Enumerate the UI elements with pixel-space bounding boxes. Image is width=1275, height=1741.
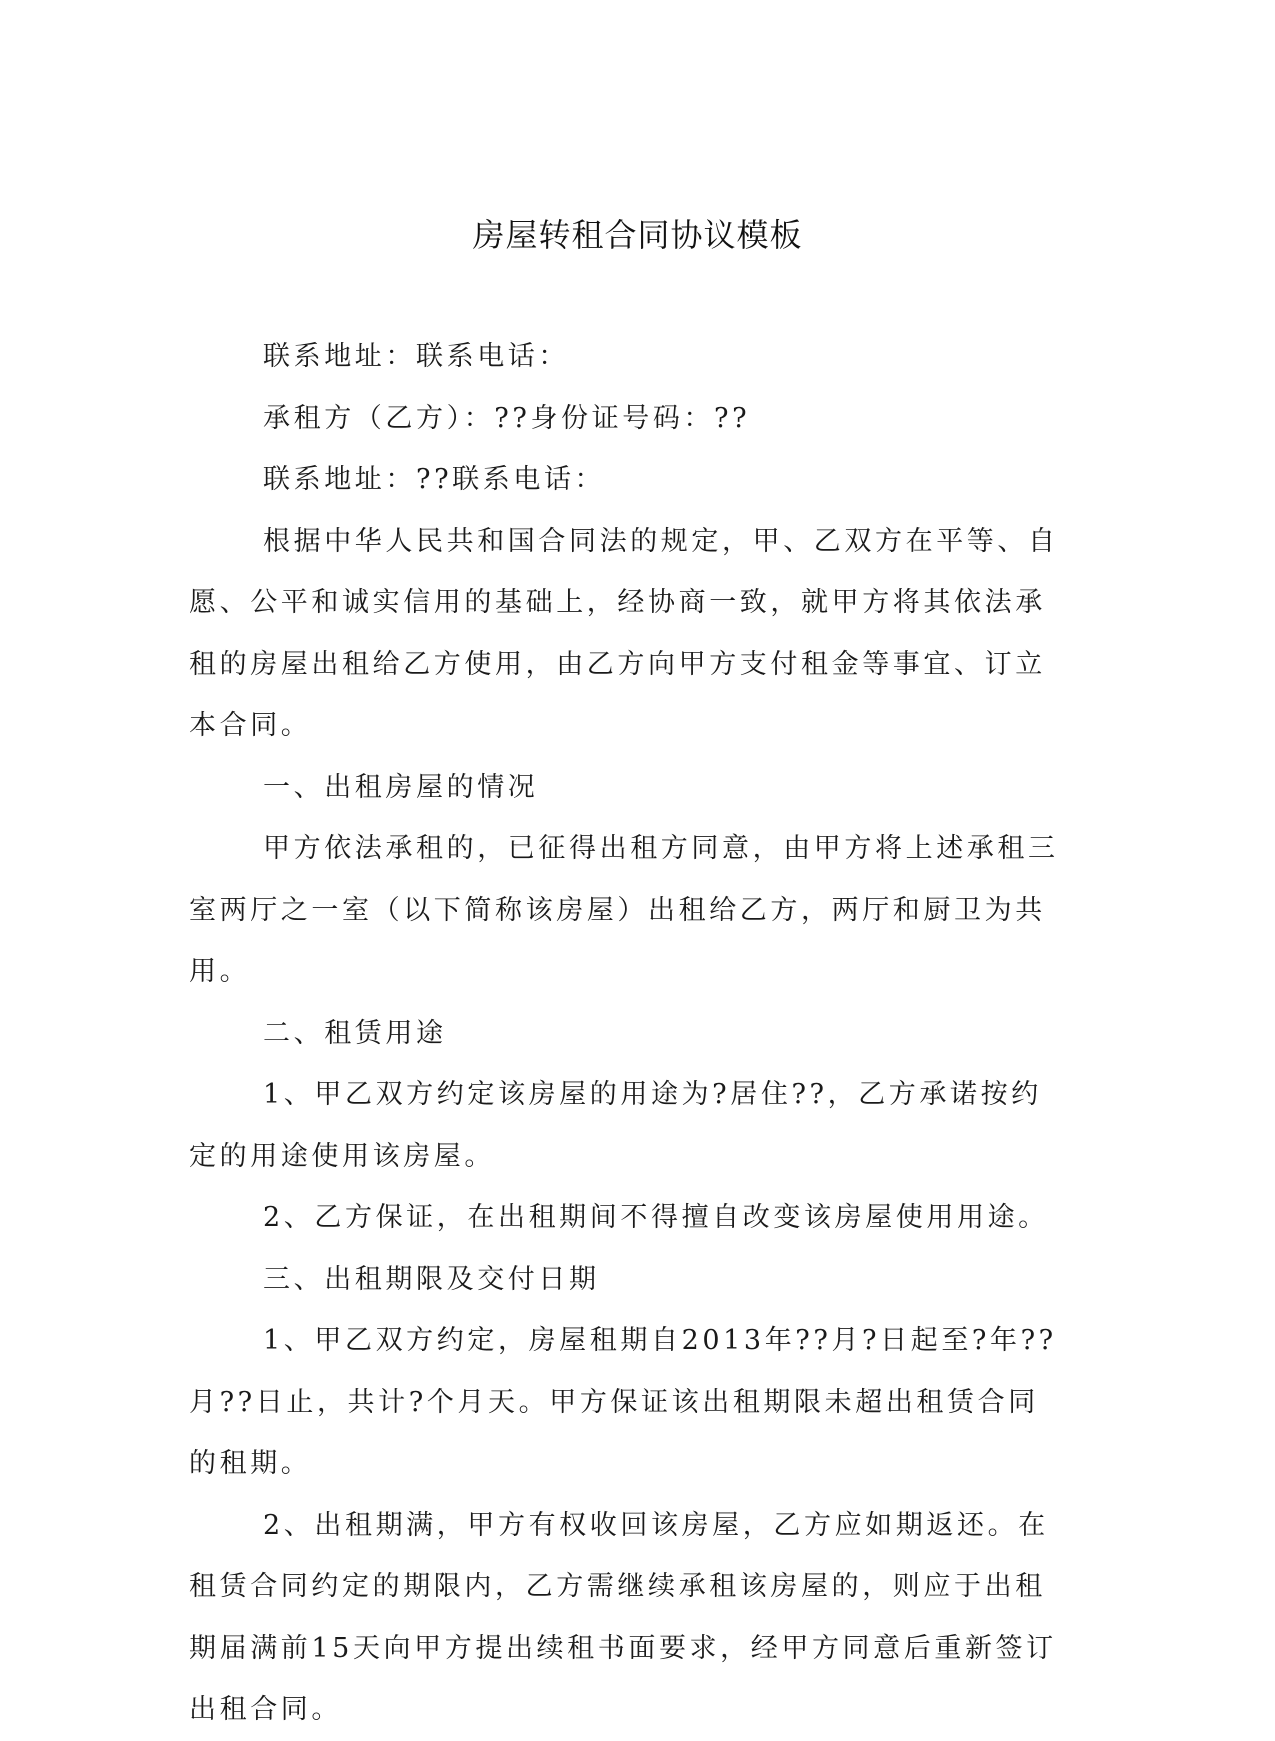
section-heading-2: 二、租赁用途: [263, 1017, 447, 1049]
contact-address-line-party-b: 联系地址：??联系电话：: [263, 464, 606, 495]
document-title: 房屋转租合同协议模板: [472, 216, 803, 254]
preamble-paragraph: 根据中华人民共和国合同法的规定，甲、乙双方在平等、自愿、公平和诚实信用的基础上，经协商一致，就甲方将其依法承租的房屋出租给乙方使用，由乙方向甲方支付租金等事宜、订立本合同。: [189, 525, 1059, 741]
section-heading-1: 一、出租房屋的情况: [263, 771, 539, 803]
section-2-clause-2: 2、乙方保证，在出租期间不得擅自改变该房屋使用用途。: [263, 1202, 1049, 1233]
section-3-clause-2: 2、出租期满，甲方有权收回该房屋，乙方应如期返还。在租赁合同约定的期限内，乙方需继续承租该房屋的，则应于出租期届满前15天向甲方提出续租书面要求，经甲方同意后重新签订出租合同。: [189, 1509, 1057, 1725]
contact-address-line-party-a: 联系地址：联系电话：: [263, 341, 569, 372]
lessee-party-b-line: 承租方（乙方）：??身份证号码：??: [263, 402, 751, 434]
document-body: [189, 326, 1069, 1741]
section-3-clause-1: 1、甲乙双方约定，房屋租期自2013年??月?日起至?年??月??日止，共计?个月天。甲方保证该出租期限未超出租赁合同的租期。: [189, 1325, 1057, 1479]
section-2-clause-1: 1、甲乙双方约定该房屋的用途为?居住??，乙方承诺按约定的用途使用该房屋。: [189, 1079, 1042, 1172]
section-1-paragraph: 甲方依法承租的，已征得出租方同意，由甲方将上述承租三室两厅之一室（以下简称该房屋）出租给乙方，两厅和厨卫为共用。: [189, 833, 1059, 987]
section-heading-3: 三、出租期限及交付日期: [263, 1263, 600, 1295]
